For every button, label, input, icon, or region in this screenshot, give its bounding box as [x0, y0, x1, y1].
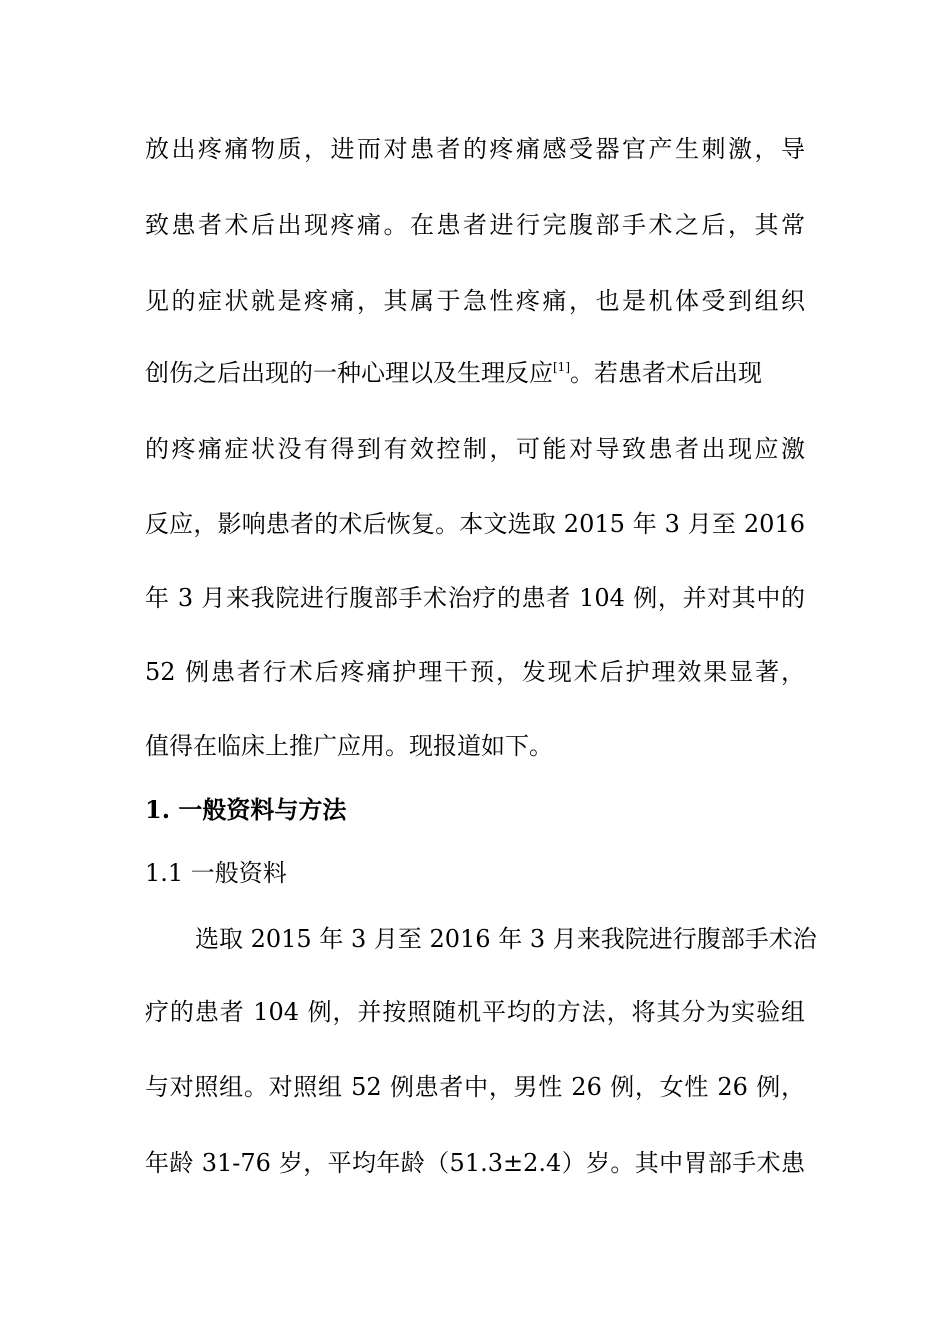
- paragraph-line: 的疼痛症状没有得到有效控制，可能对导致患者出现应激: [145, 435, 805, 463]
- paragraph-line: 选取 2015 年 3 月至 2016 年 3 月来我院进行腹部手术治: [195, 925, 817, 953]
- paragraph-line: 年龄 31-76 岁，平均年龄（51.3±2.4）岁。其中胃部手术患: [145, 1149, 805, 1177]
- paragraph-text: 。若患者术后出现: [570, 359, 762, 387]
- section-heading: 1. 一般资料与方法: [145, 795, 347, 824]
- paragraph-line: 值得在临床上推广应用。现报道如下。: [145, 732, 553, 760]
- subsection-heading: 1.1 一般资料: [145, 859, 287, 887]
- paragraph-line: 反应，影响患者的术后恢复。本文选取 2015 年 3 月至 2016: [145, 510, 805, 538]
- citation-marker: [1]: [553, 360, 570, 374]
- paragraph-line: 见的症状就是疼痛，其属于急性疼痛，也是机体受到组织: [145, 287, 805, 315]
- paragraph-line: 放出疼痛物质，进而对患者的疼痛感受器官产生刺激，导: [145, 135, 805, 163]
- paragraph-line-with-citation: [145, 358, 805, 388]
- paragraph-line: 年 3 月来我院进行腹部手术治疗的患者 104 例，并对其中的: [145, 584, 805, 612]
- paragraph-line: 疗的患者 104 例，并按照随机平均的方法，将其分为实验组: [145, 998, 805, 1026]
- paragraph-line: 与对照组。对照组 52 例患者中，男性 26 例，女性 26 例，: [145, 1073, 805, 1101]
- paragraph-line: 52 例患者行术后疼痛护理干预，发现术后护理效果显著，: [145, 658, 805, 686]
- paragraph-line: 致患者术后出现疼痛。在患者进行完腹部手术之后，其常: [145, 211, 805, 239]
- paragraph-text: 创伤之后出现的一种心理以及生理反应: [145, 359, 553, 387]
